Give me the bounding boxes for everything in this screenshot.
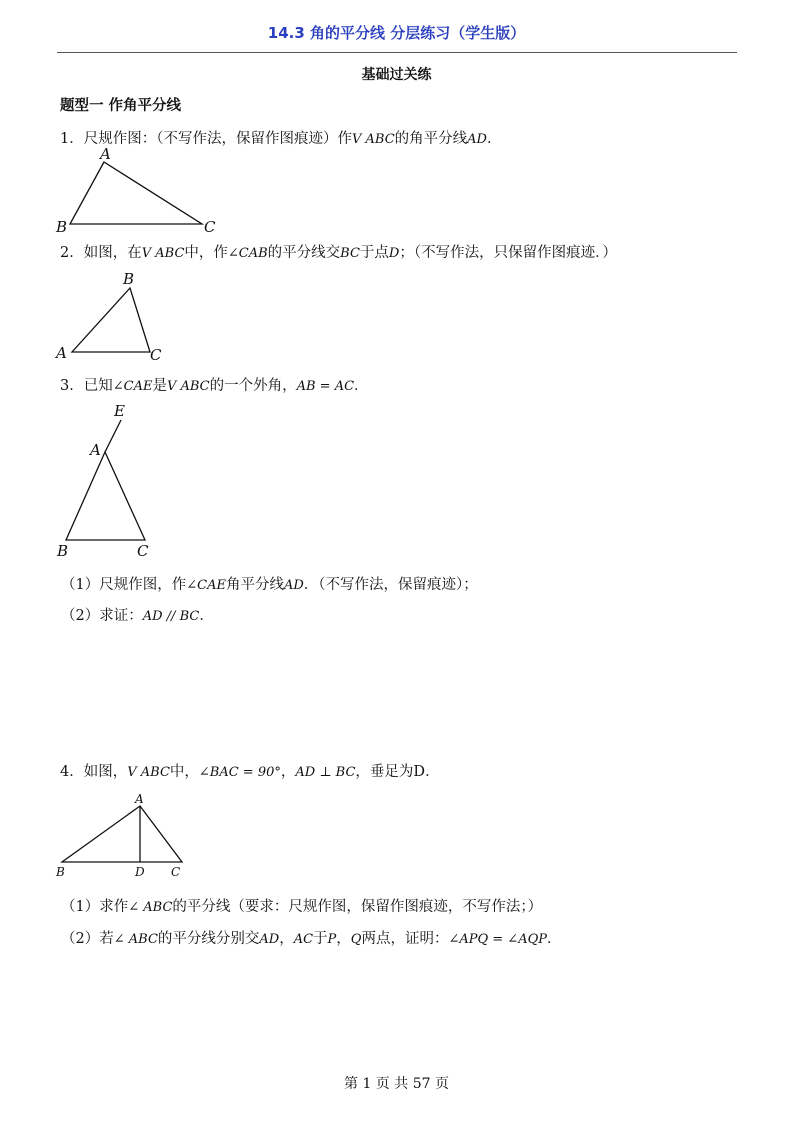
q2-label-c: C — [150, 346, 162, 364]
q2-triangle — [72, 288, 150, 352]
q2-triangle-figure — [56, 268, 176, 363]
q1-triangle-figure — [56, 145, 226, 238]
document-title: 14.3 角的平分线 分层练习（学生版） — [267, 24, 526, 42]
q3-part1: （1）尺规作图，作∠CAE角平分线AD．（不写作法，保留痕迹）； — [61, 577, 478, 593]
q1-label-a: A — [100, 145, 111, 163]
q3-triangle — [66, 452, 145, 540]
q4-text: 4．如图，V ABC中，∠BAC = 90°，AD ⊥ BC，垂足为D． — [60, 764, 440, 780]
q1-label-b: B — [56, 218, 68, 236]
q2-label-b: B — [123, 270, 135, 288]
q4-triangle — [62, 806, 182, 862]
q3-label-c: C — [137, 542, 149, 560]
q4-label-d: D — [135, 865, 145, 879]
q4-part2: （2）若∠ ABC的平分线分别交AD，AC于P，Q两点，证明：∠APQ = ∠AQP． — [61, 931, 562, 947]
header-rule — [57, 52, 737, 53]
q2-label-a: A — [56, 344, 67, 362]
q3-part2: （2）求证：AD // BC． — [61, 608, 214, 624]
q3-number: 3． — [60, 378, 84, 394]
q3-label-e: E — [114, 402, 125, 420]
q3-text: 3．已知∠CAE是V ABC的一个外角，AB = AC． — [60, 378, 369, 394]
page-footer: 第 1 页 共 57 页 — [344, 1076, 449, 1092]
q2-text: 2．如图，在V ABC中，作∠CAB的平分线交BC于点D；（不写作法，只保留作图痕迹．） — [60, 245, 617, 261]
q4-part1: （1）求作∠ ABC的平分线（要求：尺规作图，保留作图痕迹，不写作法；） — [61, 899, 543, 915]
q3-extension-ae — [105, 420, 121, 452]
q4-label-b: B — [56, 865, 65, 879]
q1-text: 1．尺规作图：（不写作法，保留作图痕迹）作V ABC的角平分线AD． — [60, 131, 502, 147]
q3-triangle-figure — [56, 402, 166, 562]
q4-label-a: A — [135, 792, 144, 806]
q3-label-a: A — [90, 441, 101, 459]
q4-label-c: C — [171, 865, 181, 879]
question-type-title: 题型一 作角平分线 — [60, 98, 182, 114]
q3-label-b: B — [57, 542, 69, 560]
q1-label-c: C — [204, 218, 216, 236]
section-title: 基础过关练 — [361, 67, 432, 83]
q4-triangle-figure — [56, 790, 196, 880]
q4-number: 4． — [60, 764, 84, 780]
q1-number: 1． — [60, 131, 84, 147]
q2-number: 2． — [60, 245, 84, 261]
q1-triangle — [70, 162, 202, 224]
